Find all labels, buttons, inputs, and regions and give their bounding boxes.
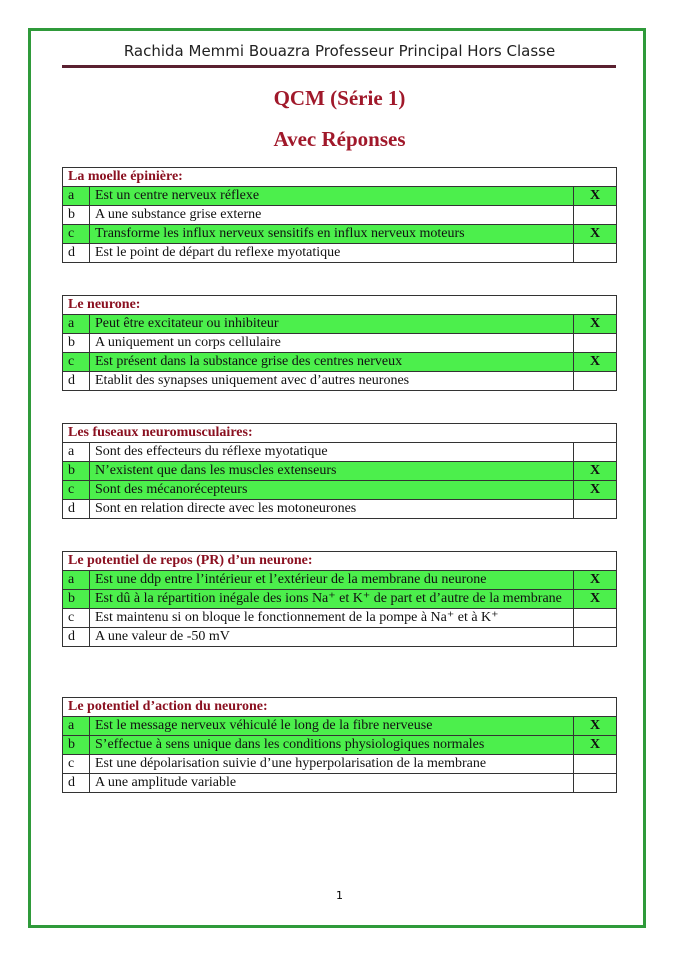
answer-letter: a <box>63 443 90 462</box>
question-heading: Les fuseaux neuromusculaires: <box>63 424 617 443</box>
answer-text: S’effectue à sens unique dans les conditions physiologiques normales <box>90 736 574 755</box>
answer-mark <box>574 774 617 793</box>
answer-row <box>63 187 617 206</box>
answer-mark <box>574 372 617 391</box>
header-divider <box>62 65 616 68</box>
answer-letter: d <box>63 244 90 263</box>
answer-row <box>63 628 617 647</box>
question-heading: Le neurone: <box>63 296 617 315</box>
answer-text: Sont en relation directe avec les motoneurones <box>90 500 574 519</box>
question-heading: La moelle épinière: <box>63 168 617 187</box>
question-table <box>62 167 617 263</box>
answer-text: Est le point de départ du reflexe myotatique <box>90 244 574 263</box>
question-heading-row <box>63 552 617 571</box>
answer-letter: d <box>63 628 90 647</box>
answer-mark <box>574 609 617 628</box>
answer-mark: X <box>574 187 617 206</box>
answer-letter: b <box>63 334 90 353</box>
answer-text: Est présent dans la substance grise des centres nerveux <box>90 353 574 372</box>
answer-letter: b <box>63 462 90 481</box>
answer-letter: c <box>63 755 90 774</box>
answer-row <box>63 481 617 500</box>
answer-letter: c <box>63 481 90 500</box>
answer-mark: X <box>574 571 617 590</box>
answer-row <box>63 755 617 774</box>
answer-mark <box>574 206 617 225</box>
answer-text: A une substance grise externe <box>90 206 574 225</box>
answer-mark: X <box>574 353 617 372</box>
answer-text: Est une ddp entre l’intérieur et l’extérieur de la membrane du neurone <box>90 571 574 590</box>
answer-mark: X <box>574 736 617 755</box>
page-header: Rachida Memmi Bouazra Professeur Principal Hors Classe <box>123 42 556 60</box>
answer-row <box>63 571 617 590</box>
answer-row <box>63 443 617 462</box>
answer-row <box>63 736 617 755</box>
answer-row <box>63 372 617 391</box>
page-title: QCM (Série 1) <box>273 86 406 110</box>
answer-letter: c <box>63 225 90 244</box>
answer-row <box>63 717 617 736</box>
answer-mark <box>574 334 617 353</box>
answer-mark: X <box>574 590 617 609</box>
answer-letter: a <box>63 187 90 206</box>
answer-letter: c <box>63 353 90 372</box>
answer-letter: b <box>63 206 90 225</box>
answer-row <box>63 462 617 481</box>
answer-mark: X <box>574 717 617 736</box>
answer-mark <box>574 628 617 647</box>
answer-row <box>63 353 617 372</box>
answer-text: N’existent que dans les muscles extenseurs <box>90 462 574 481</box>
page-subtitle: Avec Réponses <box>273 127 406 151</box>
answer-row <box>63 315 617 334</box>
answer-letter: d <box>63 774 90 793</box>
question-table <box>62 697 617 793</box>
question-table <box>62 295 617 391</box>
question-heading-row <box>63 424 617 443</box>
answer-text: Etablit des synapses uniquement avec d’autres neurones <box>90 372 574 391</box>
answer-letter: a <box>63 571 90 590</box>
page-number: 1 <box>336 889 343 902</box>
answer-text: Est le message nerveux véhiculé le long de la fibre nerveuse <box>90 717 574 736</box>
answer-text: A une amplitude variable <box>90 774 574 793</box>
answer-mark <box>574 244 617 263</box>
answer-mark <box>574 500 617 519</box>
question-heading: Le potentiel de repos (PR) d’un neurone: <box>63 552 617 571</box>
question-heading-row <box>63 168 617 187</box>
answer-row <box>63 609 617 628</box>
answer-mark <box>574 443 617 462</box>
answer-letter: b <box>63 590 90 609</box>
answer-row <box>63 244 617 263</box>
question-heading-row <box>63 296 617 315</box>
question-heading-row <box>63 698 617 717</box>
answer-letter: d <box>63 372 90 391</box>
answer-row <box>63 774 617 793</box>
answer-text: Est maintenu si on bloque le fonctionnement de la pompe à Na⁺ et à K⁺ <box>90 609 574 628</box>
answer-text: A une valeur de -50 mV <box>90 628 574 647</box>
answer-mark: X <box>574 315 617 334</box>
answer-row <box>63 590 617 609</box>
answer-letter: c <box>63 609 90 628</box>
answer-row <box>63 334 617 353</box>
answer-letter: a <box>63 315 90 334</box>
question-table <box>62 551 617 647</box>
answer-letter: a <box>63 717 90 736</box>
question-table <box>62 423 617 519</box>
answer-text: Transforme les influx nerveux sensitifs en influx nerveux moteurs <box>90 225 574 244</box>
answer-letter: b <box>63 736 90 755</box>
answer-mark <box>574 755 617 774</box>
answer-text: Est dû à la répartition inégale des ions Na⁺ et K⁺ de part et d’autre de la membrane <box>90 590 574 609</box>
answer-row <box>63 225 617 244</box>
answer-mark: X <box>574 225 617 244</box>
answer-text: Est une dépolarisation suivie d’une hyperpolarisation de la membrane <box>90 755 574 774</box>
answer-text: Peut être excitateur ou inhibiteur <box>90 315 574 334</box>
answer-row <box>63 206 617 225</box>
answer-text: Est un centre nerveux réflexe <box>90 187 574 206</box>
answer-mark: X <box>574 481 617 500</box>
question-heading: Le potentiel d’action du neurone: <box>63 698 617 717</box>
answer-mark: X <box>574 462 617 481</box>
answer-text: A uniquement un corps cellulaire <box>90 334 574 353</box>
answer-text: Sont des mécanorécepteurs <box>90 481 574 500</box>
answer-text: Sont des effecteurs du réflexe myotatique <box>90 443 574 462</box>
answer-row <box>63 500 617 519</box>
answer-letter: d <box>63 500 90 519</box>
